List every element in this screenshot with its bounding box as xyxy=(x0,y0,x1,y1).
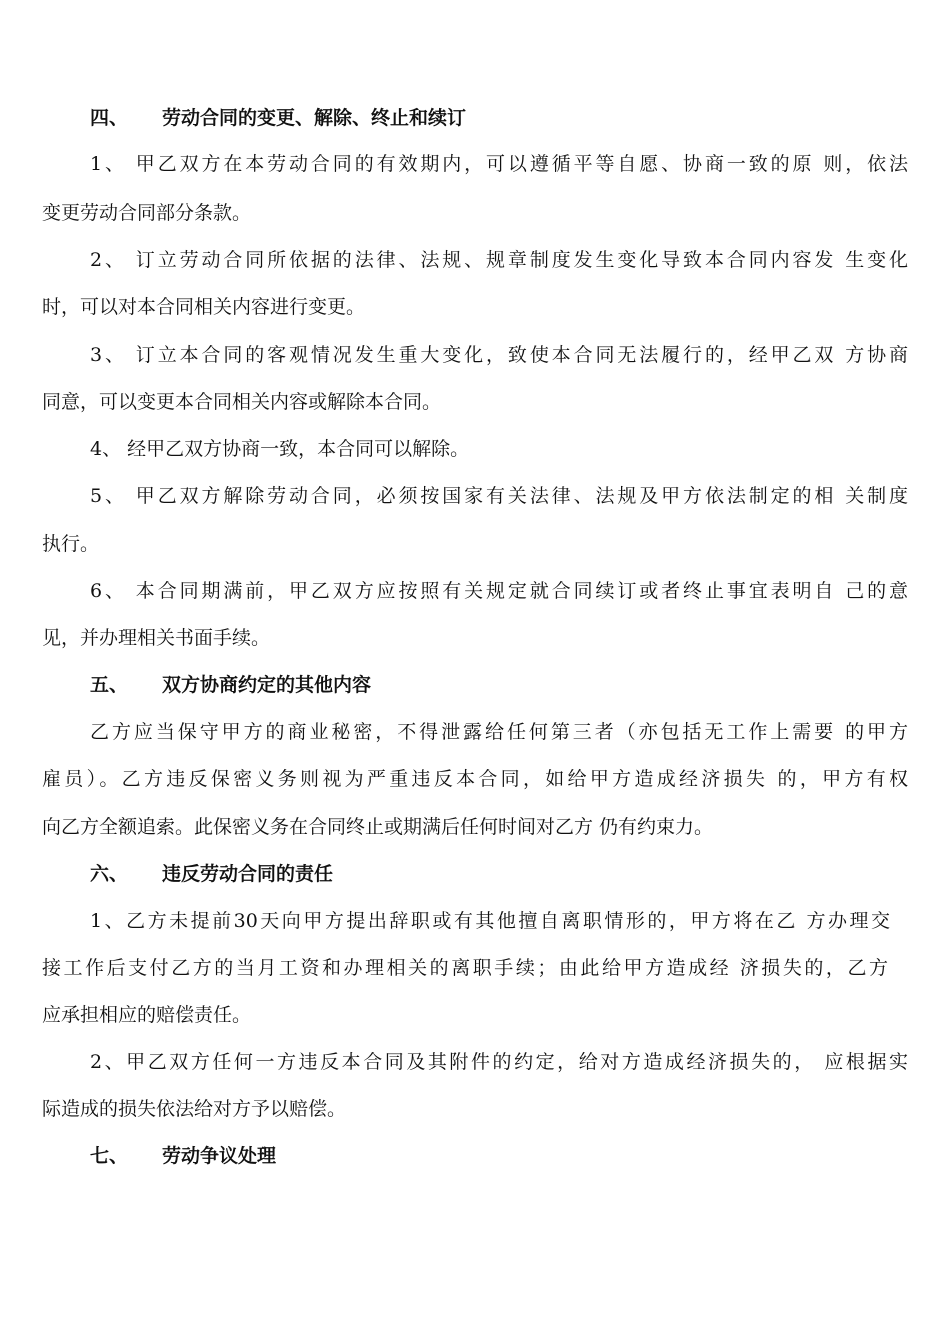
paragraph-line: 雇员）。乙方违反保密义务则视为严重违反本合同，如给甲方造成经济损失 的，甲方有权 xyxy=(42,768,908,790)
paragraph-line: 际造成的损失依法给对方予以赔偿。 xyxy=(42,1098,347,1120)
section-heading xyxy=(90,105,466,131)
section-title: 违反劳动合同的责任 xyxy=(162,863,334,885)
paragraph-line: 执行。 xyxy=(42,533,100,555)
paragraph-line: 6、 本合同期满前，甲乙双方应按照有关规定就合同续订或者终止事宜表明自 己的意 xyxy=(90,580,908,602)
section-heading xyxy=(90,1143,276,1169)
section-title: 劳动合同的变更、解除、终止和续订 xyxy=(162,107,467,129)
paragraph-line: 1、乙方未提前30天向甲方提出辞职或有其他擅自离职情形的，甲方将在乙 方办理交 xyxy=(90,910,890,932)
section-number: 七、 xyxy=(90,1145,129,1167)
section-number: 五、 xyxy=(90,674,129,696)
paragraph-line: 5、 甲乙双方解除劳动合同，必须按国家有关法律、法规及甲方依法制定的相 关制度 xyxy=(90,485,908,507)
paragraph-line: 见，并办理相关书面手续。 xyxy=(42,627,271,649)
section-number: 四、 xyxy=(90,107,129,129)
section-heading xyxy=(90,861,333,887)
section-number: 六、 xyxy=(90,863,129,885)
paragraph-line: 接工作后支付乙方的当月工资和办理相关的离职手续；由此给甲方造成经 济损失的，乙方 xyxy=(42,957,888,979)
paragraph-line: 2、 订立劳动合同所依据的法律、法规、规章制度发生变化导致本合同内容发 生变化 xyxy=(90,249,908,271)
paragraph-line: 应承担相应的赔偿责任。 xyxy=(42,1004,252,1026)
paragraph-line: 1、 甲乙双方在本劳动合同的有效期内，可以遵循平等自愿、协商一致的原 则，依法 xyxy=(90,153,908,175)
section-title: 双方协商约定的其他内容 xyxy=(162,674,372,696)
paragraph-line: 4、 经甲乙双方协商一致，本合同可以解除。 xyxy=(90,438,470,460)
paragraph-line: 时，可以对本合同相关内容进行变更。 xyxy=(42,296,366,318)
paragraph-line: 变更劳动合同部分条款。 xyxy=(42,202,252,224)
paragraph-line: 同意，可以变更本合同相关内容或解除本合同。 xyxy=(42,391,442,413)
section-title: 劳动争议处理 xyxy=(162,1145,277,1167)
paragraph-line: 2、甲乙双方任何一方违反本合同及其附件的约定，给对方造成经济损失的， 应根据实 xyxy=(90,1051,908,1073)
section-heading xyxy=(90,672,371,698)
paragraph-line: 乙方应当保守甲方的商业秘密，不得泄露给任何第三者（亦包括无工作上需要 的甲方 xyxy=(90,721,908,743)
paragraph-line: 3、 订立本合同的客观情况发生重大变化，致使本合同无法履行的，经甲乙双 方协商 xyxy=(90,344,908,366)
paragraph-line: 向乙方全额追索。此保密义务在合同终止或期满后任何时间对乙方 仍有约束力。 xyxy=(42,816,714,838)
